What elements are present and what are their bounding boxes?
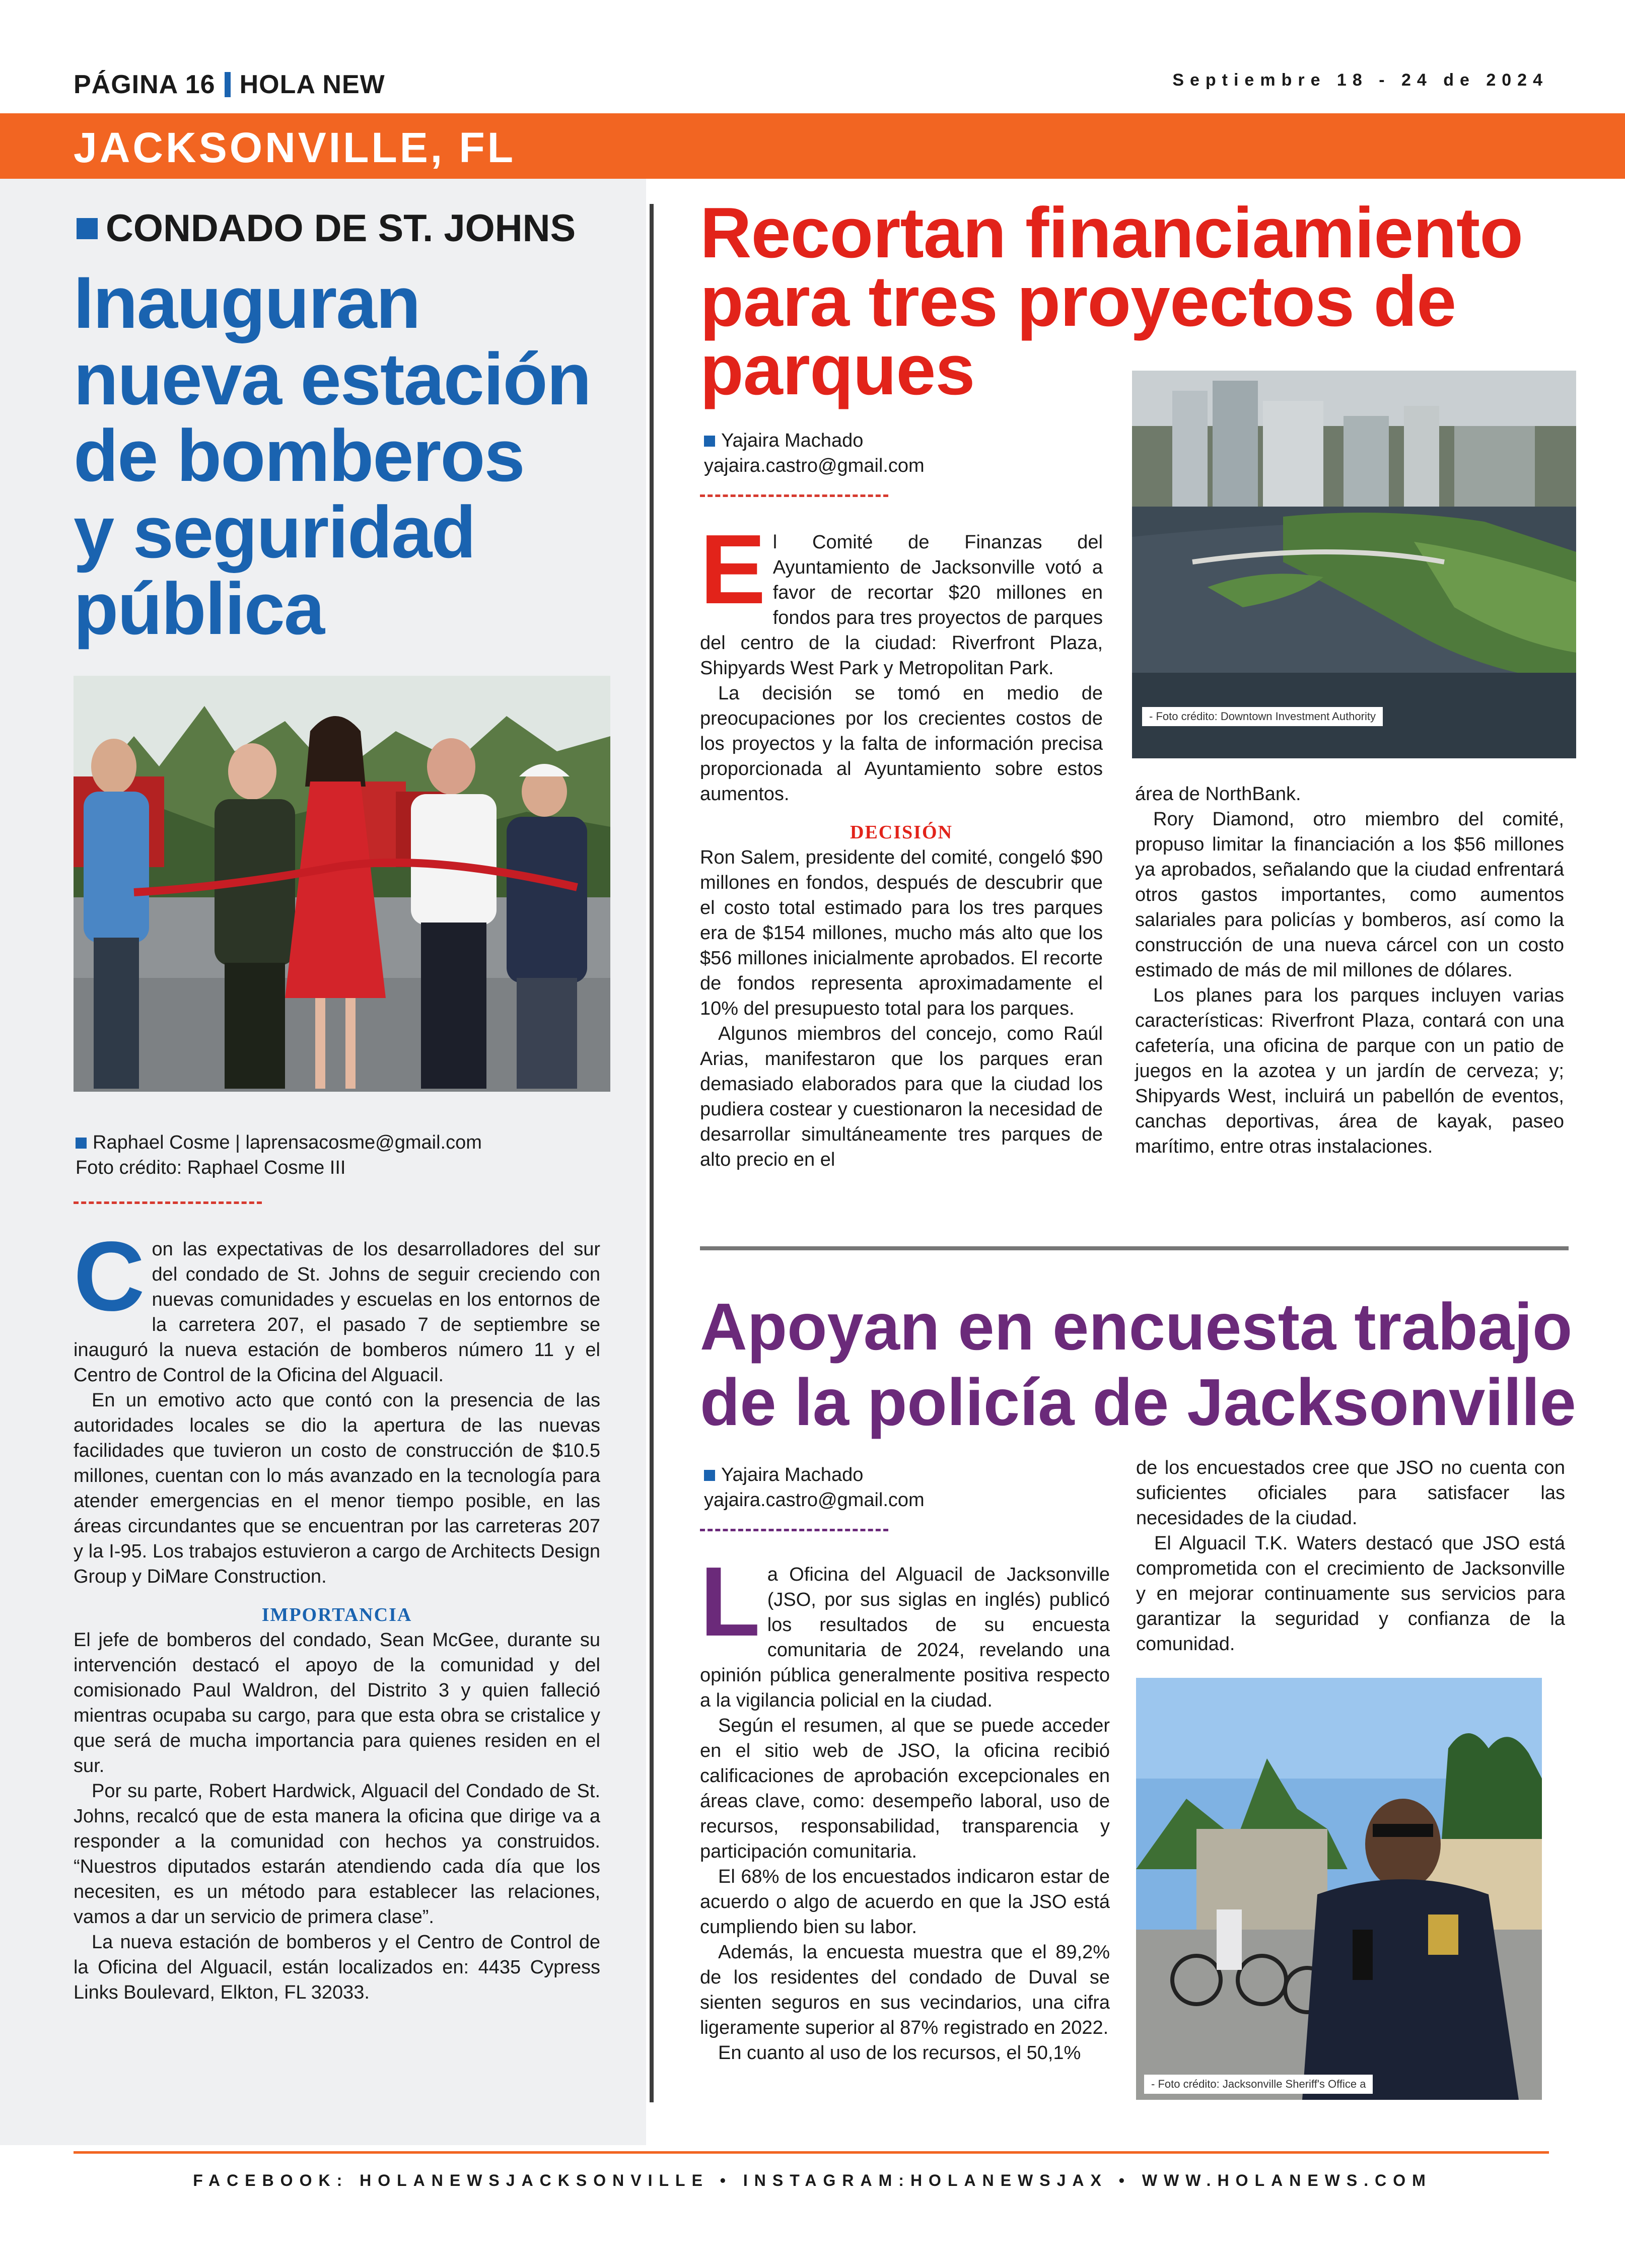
byline-divider [700, 494, 888, 497]
ribbon-cutting-photo [74, 676, 610, 1092]
headline-fire-station: Inauguran nueva estación de bomberos y seguridad pública [74, 261, 591, 650]
paragraph: Rory Diamond, otro miembro del comité, propuso limitar la financiación a los $56 millones ya aprobados, señalando que la ciudad enfrentará otros gastos importantes, como aumentos salariales para policías y bomberos, así como la construcción de una nueva cárcel con un costo estimado de más de mil millones de dólares. [1135, 809, 1564, 981]
footer-rule [74, 2151, 1549, 2154]
photo-credit: Foto crédito: Raphael Cosme III [76, 1157, 346, 1178]
photo-caption-police: - Foto crédito: Jacksonville Sheriff's Office a [1144, 2075, 1373, 2094]
drop-cap-e: E [700, 514, 766, 624]
paragraph: La nueva estación de bomberos y el Centro de Control de la Oficina del Alguacil, están localizados en: 4435 Cypress Links Boulevard, Elkton, FL 32033. [74, 1932, 600, 2003]
byline-square-icon [704, 436, 715, 447]
paragraph: En un emotivo acto que contó con la presencia de las autoridades locales se dio la apertura de las nuevas facilidades que tuvieron un costo de construcción de $10.5 millones, cuentan con lo más avanzado en la tecnología para atender emergencias en el menor tiempo posible, en las áreas circundantes que se encuentran por las carreteras 207 y la I-95. Los trabajos estuvieron a cargo de Architects Design Group y DiMare Construction. [74, 1390, 600, 1587]
paragraph: Los planes para los parques incluyen varias características: Riverfront Plaza, contará con una cafetería, una oficina de parque con un patio de juegos en la azotea y un jardín de cerveza; y; Shipyards West, incluirá un pabellón de eventos, canchas deportivas, área de kayak, paseo marítimo, entre otras instalaciones. [1135, 985, 1564, 1157]
headline-parks: Recortan financiamiento para tres proyectos de parques [700, 193, 1523, 410]
riverfront-rendering-photo [1132, 371, 1576, 758]
byline-divider [74, 1201, 262, 1204]
article-separator-rule [700, 1246, 1569, 1250]
separator-bar [225, 72, 231, 97]
article-body-police-col2 [1136, 1455, 1565, 1657]
section-banner [0, 113, 1625, 179]
page-header [0, 0, 1625, 113]
publication-name: HOLA NEW [239, 70, 385, 99]
byline-author-email: Raphael Cosme | laprensacosme@gmail.com [93, 1132, 482, 1153]
paragraph: El jefe de bomberos del condado, Sean McGee, durante su intervención destacó el apoyo de la comunidad y del comisionado Paul Waldron, del Distrito 3 y quien falleció mientras ocupaba su cargo, para que esta obra se cristalice y que será de mucha importancia para quienes residen en el sur. [74, 1629, 600, 1777]
paragraph: Por su parte, Robert Hardwick, Alguacil del Condado de St. Johns, recalcó que de esta manera la oficina que dirige va a responder a la comunidad con hechos ya construidos. “Nuestros diputados estarán atendiendo cada día que los necesiten, es un método para establecer las relaciones, vamos a dar un servicio de primera clase”. [74, 1781, 600, 1928]
paragraph: área de NorthBank. [1135, 784, 1301, 805]
paragraph: En cuanto al uso de los recursos, el 50,1% [718, 2042, 1081, 2064]
paragraph: La decisión se tomó en medio de preocupaciones por los crecientes costos de los proyectos y la falta de información precisa proporcionada al Ayuntamiento sobre estos aumentos. [700, 683, 1103, 805]
photo-caption-parks: - Foto crédito: Downtown Investment Authority [1142, 707, 1383, 726]
paragraph: El 68% de los encuestados indicaron estar de acuerdo o algo de acuerdo en que la JSO está cumpliendo bien su labor. [700, 1866, 1110, 1938]
byline-police [704, 1462, 925, 1513]
article-body-parks-col1 [700, 514, 1103, 1172]
drop-cap-l: L [700, 1546, 760, 1657]
paragraph: Según el resumen, al que se puede acceder en el sitio web de JSO, la oficina recibió calificaciones de aprobación excepcionales en áreas clave, como: desempeño laboral, uso de recursos, responsabilidad, transparencia y participación comunitaria. [700, 1715, 1110, 1862]
paragraph: l Comité de Finanzas del Ayuntamiento de Jacksonville votó a favor de recortar $20 millones en fondos para tres proyectos de parques del centro de la ciudad: Riverfront Plaza, Shipyards West Park y Metropolitan Park. [700, 532, 1103, 679]
kicker-square-icon [77, 218, 98, 239]
paragraph: Además, la encuesta muestra que el 89,2% de los residentes del condado de Duval se sienten seguros en sus vecindarios, una cifra ligeramente superior al 87% registrado en 2022. [700, 1942, 1110, 2038]
column-divider [650, 204, 654, 2102]
article-body-parks-col2 [1135, 782, 1564, 1159]
paragraph: a Oficina del Alguacil de Jacksonville (JSO, por sus siglas en inglés) publicó los resultados de su encuesta comunitaria de 2024, revelando una opinión pública generalmente positiva respecto a la vigilancia policial en la ciudad. [700, 1564, 1110, 1711]
subhead-decision: DECISIÓN [850, 822, 953, 843]
byline-email: yajaira.castro@gmail.com [704, 455, 925, 476]
paragraph: Ron Salem, presidente del comité, congeló $90 millones en fondos, después de descubrir que el costo total estimado para los tres parques era de $154 millones, mucho más alto que los $56 millones inicialmente aprobados. El recorte de fondos representa aproximadamente el 10% del presupuesto total para los parques. [700, 847, 1103, 1019]
page-label: PÁGINA 16 [74, 70, 216, 99]
kicker-st-johns: CONDADO DE ST. JOHNS [77, 206, 576, 250]
subhead-importancia: IMPORTANCIA [261, 1604, 412, 1625]
section-title: JACKSONVILLE, FL [74, 124, 516, 171]
article-body-police-col1 [700, 1546, 1110, 2066]
drop-cap-c: C [74, 1221, 145, 1331]
byline-left [76, 1130, 482, 1180]
byline-email: yajaira.castro@gmail.com [704, 1490, 925, 1511]
paragraph: de los encuestados cree que JSO no cuenta con suficientes oficiales para satisfacer las necesidades de la ciudad. [1136, 1457, 1565, 1529]
byline-author: Yajaira Machado [721, 1464, 864, 1485]
police-officer-photo [1136, 1678, 1542, 2100]
byline-author: Yajaira Machado [721, 430, 864, 451]
footer-social-links: FACEBOOK: HOLANEWSJACKSONVILLE • INSTAGRAM:HOLANEWSJAX • WWW.HOLANEWS.COM [193, 2171, 1432, 2189]
paragraph: Algunos miembros del concejo, como Raúl Arias, manifestaron que los parques eran demasiado elaborados para que la ciudad los pudiera costear y cuestionaron la necesidad de desarrollar simultáneamente tres parques de alto precio en el [700, 1023, 1103, 1170]
page-info [74, 69, 385, 100]
paragraph: on las expectativas de los desarrolladores del sur del condado de St. Johns de seguir creciendo con nuevas comunidades y escuelas en los entornos de la carretera 207, el pasado 7 de septiembre se inauguró la nueva estación de bomberos número 11 y el Centro de Control de la Oficina del Alguacil. [74, 1239, 600, 1386]
byline-square-icon [76, 1138, 87, 1149]
article-body-left [74, 1221, 600, 2005]
byline-parks [704, 428, 925, 478]
byline-square-icon [704, 1470, 715, 1481]
issue-date: Septiembre 18 - 24 de 2024 [1172, 70, 1548, 90]
paragraph: El Alguacil T.K. Waters destacó que JSO está comprometida con el crecimiento de Jacksonville y en mejorar continuamente sus servicios para garantizar la seguridad y confianza de la comunidad. [1136, 1533, 1565, 1655]
headline-police-survey: Apoyan en encuesta trabajo de la policía de Jacksonville [700, 1290, 1576, 1439]
byline-divider [700, 1529, 888, 1531]
